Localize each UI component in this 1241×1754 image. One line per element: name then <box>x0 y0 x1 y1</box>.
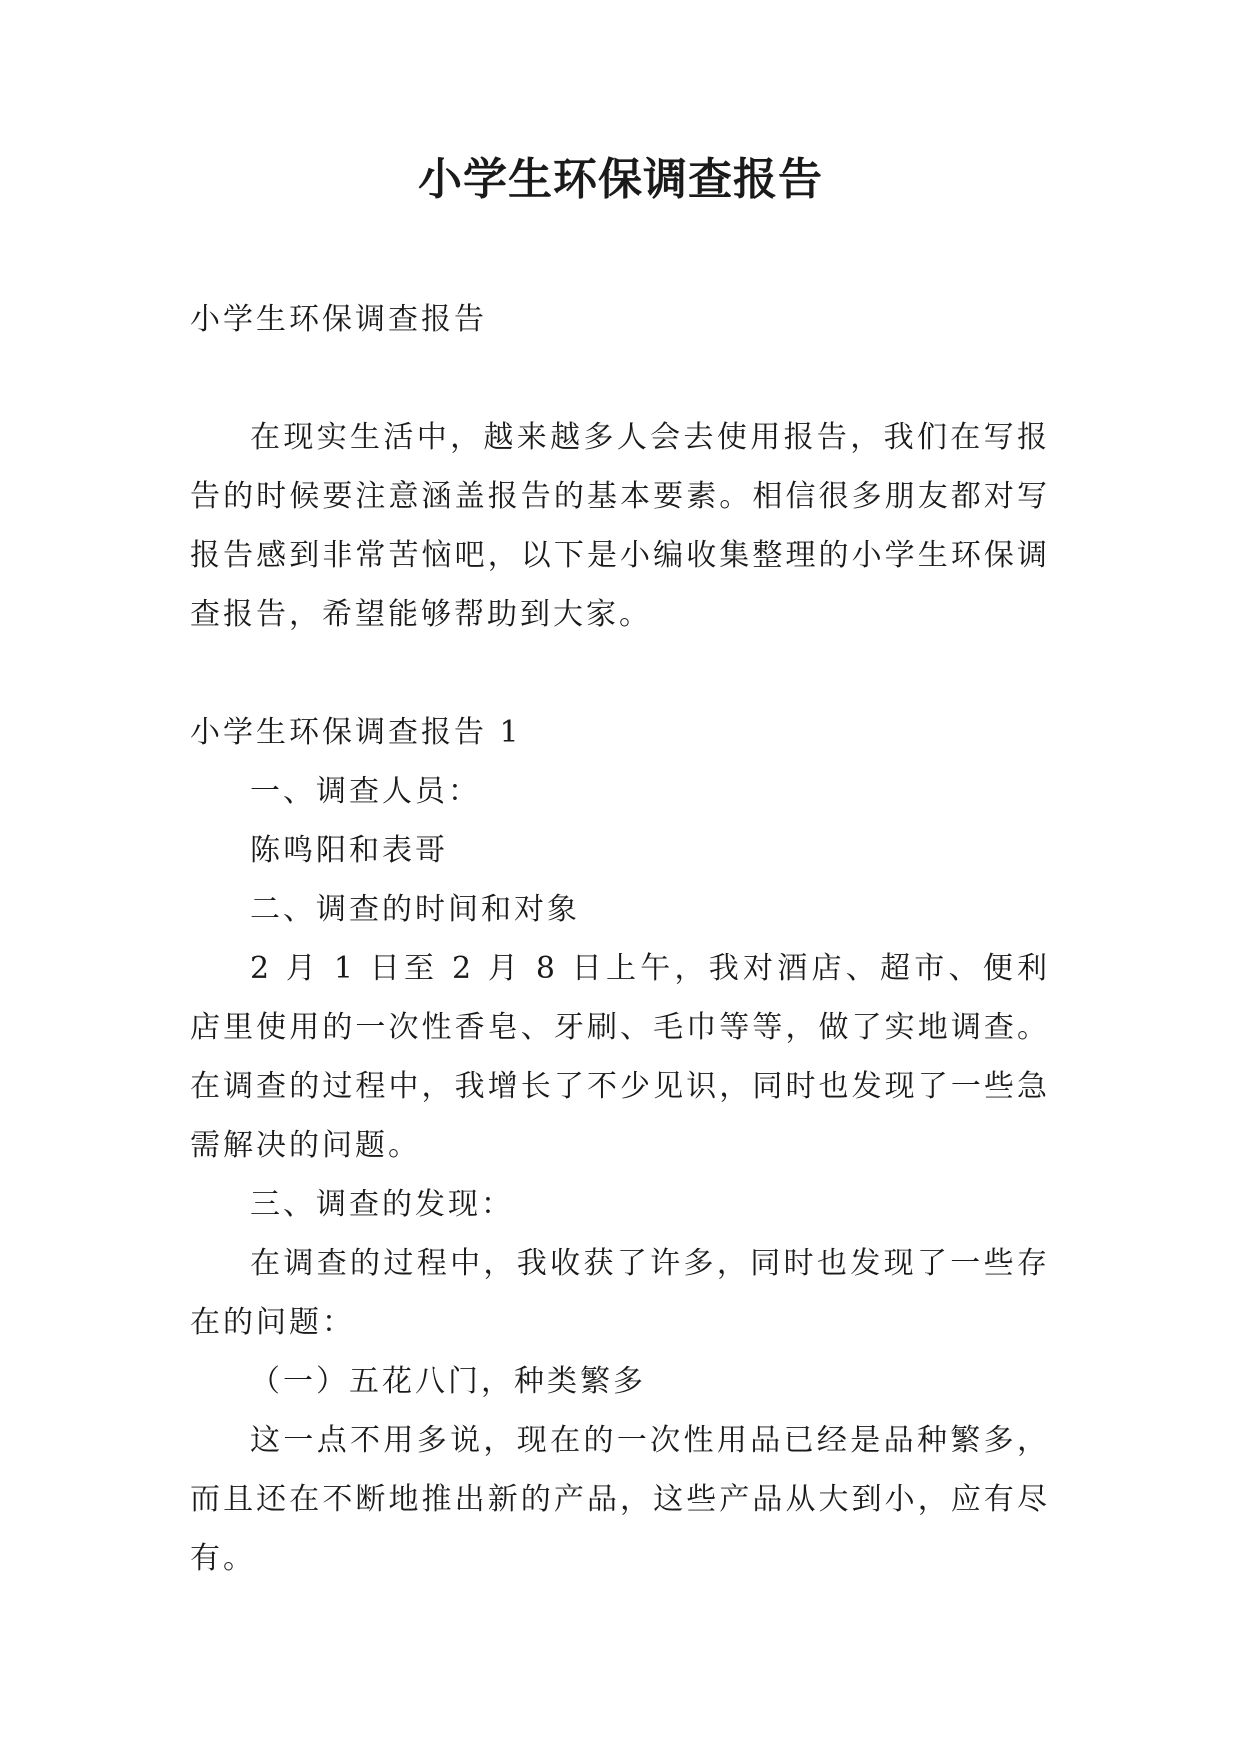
document-subtitle: 小学生环保调查报告 <box>190 302 487 337</box>
investigators-paragraph: 陈鸣阳和表哥 <box>250 833 448 868</box>
time-and-subject-paragraph: 2 月 1 日至 2 月 8 日上午，我对酒店、超市、便利店里使用的一次性香皂、牙刷、毛巾等等，做了实地调查。在调查的过程中，我增长了不少见识，同时也发现了一些急需解决的问题。 <box>190 951 1050 1163</box>
document-body <box>190 290 1050 1588</box>
heading-time-and-subject: 二、调查的时间和对象 <box>250 892 580 927</box>
heading-investigators: 一、调查人员： <box>250 774 481 809</box>
spacer <box>190 349 1050 408</box>
section-title: 小学生环保调查报告 1 <box>190 715 522 750</box>
findings-paragraph: 在调查的过程中，我收获了许多，同时也发现了一些存在的问题： <box>190 1246 1050 1340</box>
variety-paragraph: 这一点不用多说，现在的一次性用品已经是品种繁多，而且还在不断地推出新的产品，这些产品从大到小，应有尽有。 <box>190 1423 1050 1576</box>
intro-paragraph: 在现实生活中，越来越多人会去使用报告，我们在写报告的时候要注意涵盖报告的基本要素。相信很多朋友都对写报告感到非常苦恼吧，以下是小编收集整理的小学生环保调查报告，希望能够帮助到大家。 <box>190 420 1050 632</box>
spacer <box>190 644 1050 703</box>
document-title: 小学生环保调查报告 <box>418 154 823 205</box>
heading-findings: 三、调查的发现： <box>250 1187 514 1222</box>
subheading-variety: （一）五花八门，种类繁多 <box>250 1364 646 1399</box>
